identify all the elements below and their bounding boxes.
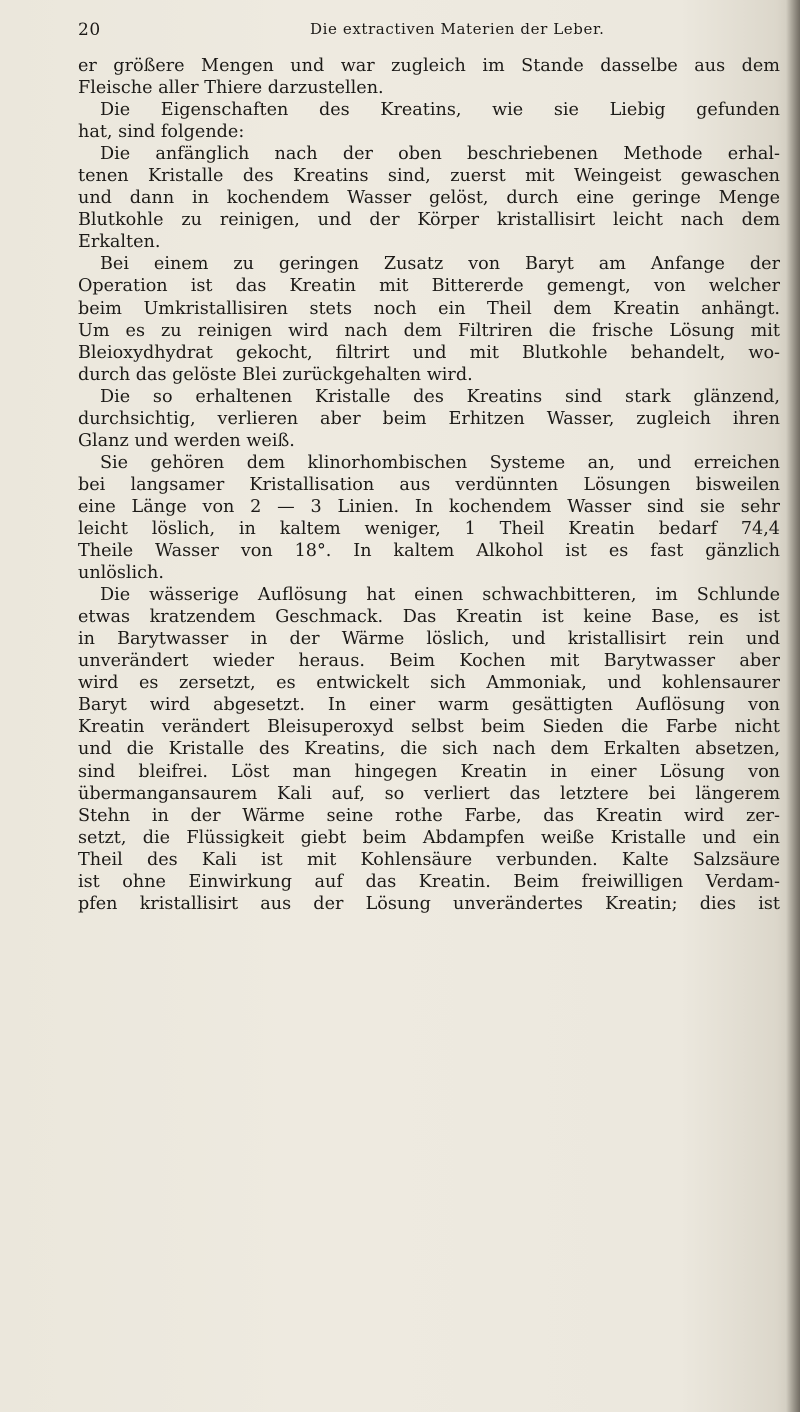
text-line: eine Länge von 2 — 3 Linien. In kochendem Wasser sind sie sehr — [78, 496, 780, 517]
text-line: Die anfänglich nach der oben beschriebenen Methode erhal- — [100, 144, 780, 165]
text-line: Glanz und werden weiß. — [78, 430, 295, 451]
text-line: Theil des Kali ist mit Kohlensäure verbunden. Kalte Salzsäure — [78, 849, 780, 870]
text-line: und die Kristalle des Kreatins, die sich nach dem Erkalten absetzen, — [78, 739, 780, 760]
text-line: in Barytwasser in der Wärme löslich, und kristallisirt rein und — [78, 629, 780, 650]
text-line: Bei einem zu geringen Zusatz von Baryt am Anfange der — [100, 254, 780, 275]
text-line: unlöslich. — [78, 563, 164, 584]
text-line: wird es zersetzt, es entwickelt sich Ammoniak, und kohlensaurer — [78, 673, 780, 694]
text-line: sind bleifrei. Löst man hingegen Kreatin in einer Lösung von — [78, 761, 780, 782]
text-line: Die Eigenschaften des Kreatins, wie sie Liebig gefunden — [100, 100, 780, 121]
text-line: übermangansaurem Kali auf, so verliert das letztere bei längerem — [78, 783, 780, 804]
page-number: 20 — [78, 20, 101, 40]
text-line: Stehn in der Wärme seine rothe Farbe, das Kreatin wird zer- — [78, 805, 780, 826]
text-line: Sie gehören dem klinorhombischen Systeme an, und erreichen — [100, 452, 780, 473]
page-header — [70, 8, 790, 48]
text-line: Erkalten. — [78, 232, 161, 253]
text-line: Um es zu reinigen wird nach dem Filtriren die frische Lösung mit — [78, 320, 780, 341]
text-line: hat, sind folgende: — [78, 122, 245, 143]
running-title: Die extractiven Materien der Leber. — [310, 20, 605, 38]
text-line: setzt, die Flüssigkeit giebt beim Abdampfen weiße Kristalle und ein — [78, 827, 780, 848]
text-line: er größere Mengen und war zugleich im Stande dasselbe aus dem — [78, 56, 780, 76]
text-line: durchsichtig, verlieren aber beim Erhitzen Wasser, zugleich ihren — [78, 408, 780, 429]
text-line: Blutkohle zu reinigen, und der Körper kristallisirt leicht nach dem — [78, 210, 780, 231]
text-line: Baryt wird abgesetzt. In einer warm gesättigten Auflösung von — [78, 695, 780, 716]
page-binding-shadow — [786, 0, 800, 1412]
text-line: durch das gelöste Blei zurückgehalten wird. — [78, 364, 473, 385]
text-line: Fleische aller Thiere darzustellen. — [78, 78, 384, 99]
text-line: Die so erhaltenen Kristalle des Kreatins sind stark glänzend, — [100, 386, 780, 407]
text-line: und dann in kochendem Wasser gelöst, durch eine geringe Menge — [78, 188, 780, 209]
text-line: Kreatin verändert Bleisuperoxyd selbst beim Sieden die Farbe nicht — [78, 717, 780, 738]
text-line: leicht löslich, in kaltem weniger, 1 Theil Kreatin bedarf 74,4 — [78, 518, 780, 539]
body-text — [78, 55, 780, 915]
text-line: Die wässerige Auflösung hat einen schwachbitteren, im Schlunde — [100, 585, 780, 606]
text-line: etwas kratzendem Geschmack. Das Kreatin ist keine Base, es ist — [78, 607, 780, 628]
text-line: pfen kristallisirt aus der Lösung unverändertes Kreatin; dies ist — [78, 893, 780, 914]
text-line: bei langsamer Kristallisation aus verdünnten Lösungen bisweilen — [78, 474, 780, 495]
text-line: tenen Kristalle des Kreatins sind, zuerst mit Weingeist gewaschen — [78, 166, 780, 187]
text-line: ist ohne Einwirkung auf das Kreatin. Beim freiwilligen Verdam- — [78, 871, 780, 892]
text-line: beim Umkristallisiren stets noch ein Theil dem Kreatin anhängt. — [78, 298, 780, 319]
text-line: Operation ist das Kreatin mit Bittererde gemengt, von welcher — [78, 276, 780, 297]
text-line: unverändert wieder heraus. Beim Kochen mit Barytwasser aber — [78, 651, 780, 672]
text-line: Theile Wasser von 18°. In kaltem Alkohol ist es fast gänzlich — [78, 541, 780, 562]
text-line: Bleioxydhydrat gekocht, filtrirt und mit Blutkohle behandelt, wo- — [78, 342, 780, 363]
